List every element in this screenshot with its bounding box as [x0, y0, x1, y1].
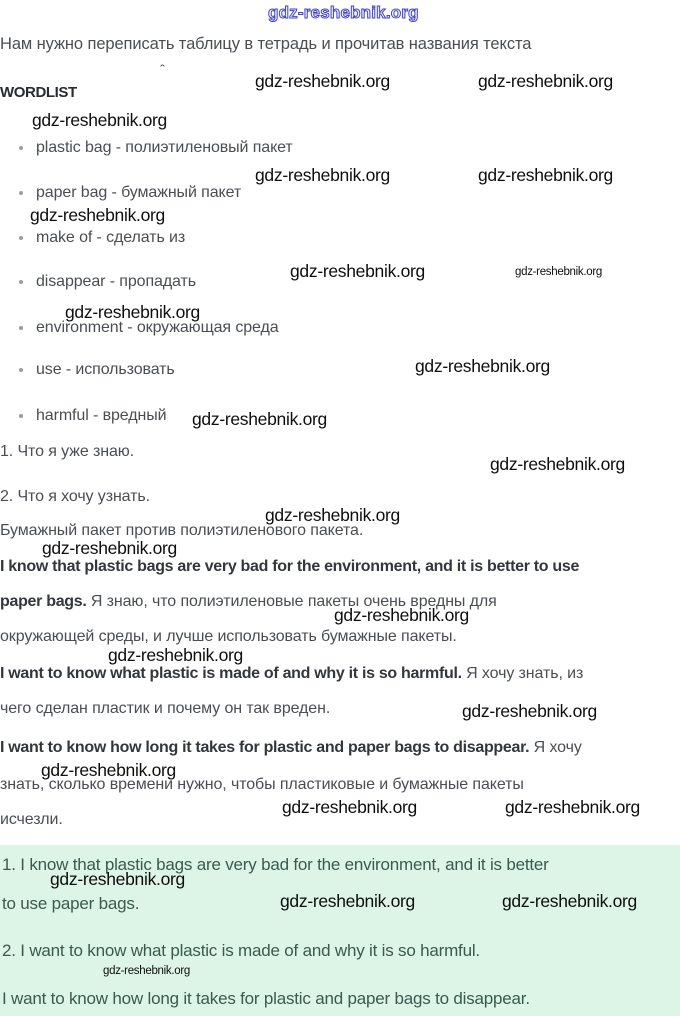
wordlist-item-text: paper bag - бумажный пакет: [36, 184, 242, 201]
watermark-small: gdz-reshebnik.org: [103, 965, 190, 977]
wordlist-item: [0, 228, 680, 248]
watermark: gdz-reshebnik.org: [255, 71, 390, 91]
watermark: gdz-reshebnik.org: [478, 165, 613, 185]
answer-normal-text: Я знаю, что полиэтиленовые пакеты очень вредны для: [86, 593, 497, 610]
watermark: gdz-reshebnik.org: [255, 165, 390, 185]
watermark-small: gdz-reshebnik.org: [515, 266, 602, 278]
wordlist-item: [0, 272, 680, 292]
watermark: gdz-reshebnik.org: [30, 205, 165, 225]
watermark: gdz-reshebnik.org: [282, 797, 417, 817]
watermark: gdz-reshebnik.org: [290, 261, 425, 281]
wordlist-heading: WORDLIST: [0, 84, 77, 101]
answer-bold-text: I want to know what plastic is made of and why it is so harmful.: [0, 665, 462, 682]
watermark: gdz-reshebnik.org: [505, 797, 640, 817]
watermark: gdz-reshebnik.org: [478, 71, 613, 91]
answer-line: [0, 810, 63, 830]
watermark: gdz-reshebnik.org: [32, 110, 167, 130]
watermark: gdz-reshebnik.org: [462, 701, 597, 721]
watermark: gdz-reshebnik.org: [108, 645, 243, 665]
note-heading-want: 2. Что я хочу узнать.: [0, 488, 150, 505]
watermark: gdz-reshebnik.org: [490, 454, 625, 474]
bullet-dot: [19, 146, 23, 150]
watermark: gdz-reshebnik.org: [280, 891, 415, 911]
bullet-dot: [19, 236, 23, 240]
bullet-dot: [19, 191, 23, 195]
summary-line: 2. I want to know what plastic is made of and why it is so harmful.: [2, 941, 480, 960]
bullet-dot: [19, 368, 23, 372]
bullet-dot: [19, 414, 23, 418]
wordlist-item: [0, 183, 680, 203]
answer-normal-text: чего сделан пластик и почему он так вреден.: [0, 700, 331, 717]
wordlist-item-text: environment - окружающая среда: [36, 319, 279, 336]
intro-text: Нам нужно переписать таблицу в тетрадь и прочитав названия текста: [0, 35, 532, 53]
watermark: gdz-reshebnik.org: [50, 869, 185, 889]
answer-bold-text: I know that plastic bags are very bad for the environment, and it is better to use: [0, 558, 580, 575]
watermark: gdz-reshebnik.org: [415, 356, 550, 376]
watermark: gdz-reshebnik.org: [41, 760, 176, 780]
watermark-blue: gdz-reshebnik.org: [268, 3, 419, 22]
answer-line: [0, 592, 497, 612]
answer-normal-text: Я хочу: [529, 739, 582, 756]
answer-normal-text: Я хочу знать, из: [461, 665, 584, 682]
wordlist-item-text: use - использовать: [36, 361, 175, 378]
summary-line: 1. I know that plastic bags are very bad for the environment, and it is better: [2, 855, 549, 874]
answer-line: [0, 557, 579, 577]
wordlist-item-text: harmful - вредный: [36, 407, 167, 424]
answer-line: [0, 627, 457, 647]
answer-normal-text: окружающей среды, и лучше использовать бумажные пакеты.: [0, 628, 457, 645]
wordlist-item-text: plastic bag - полиэтиленовый пакет: [36, 139, 293, 156]
bullet-dot: [19, 280, 23, 284]
wordlist-item: [0, 406, 680, 426]
answer-normal-text: знать, сколько времени нужно, чтобы пластиковые и бумажные пакеты: [0, 776, 524, 793]
note-heading-know: 1. Что я уже знаю.: [0, 443, 134, 460]
summary-line: to use paper bags.: [2, 894, 140, 913]
watermark: gdz-reshebnik.org: [42, 538, 177, 558]
summary-line: I want to know how long it takes for plastic and paper bags to disappear.: [2, 989, 530, 1008]
answer-line: [0, 699, 330, 719]
answer-line: [0, 775, 524, 795]
answer-line: [0, 738, 582, 758]
answer-line: [0, 664, 583, 684]
wordlist-item-text: make of - сделать из: [36, 229, 186, 246]
watermark: gdz-reshebnik.org: [502, 891, 637, 911]
watermark: gdz-reshebnik.org: [192, 409, 327, 429]
bullet-dot: [19, 326, 23, 330]
wordlist-item: [0, 318, 680, 338]
wordlist-item: [0, 138, 680, 158]
answer-normal-text: исчезли.: [0, 811, 63, 828]
answer-bold-text: paper bags.: [0, 593, 87, 610]
watermark: gdz-reshebnik.org: [334, 605, 469, 625]
wordlist-item: [0, 360, 680, 380]
answer-bold-text: I want to know how long it takes for plastic and paper bags to disappear.: [0, 739, 530, 756]
stray-caret-mark: ˆ: [160, 62, 165, 79]
watermark: gdz-reshebnik.org: [65, 302, 200, 322]
topic-line: Бумажный пакет против полиэтиленового пакета.: [0, 522, 364, 539]
wordlist-item-text: disappear - пропадать: [36, 273, 196, 290]
watermark: gdz-reshebnik.org: [265, 505, 400, 525]
